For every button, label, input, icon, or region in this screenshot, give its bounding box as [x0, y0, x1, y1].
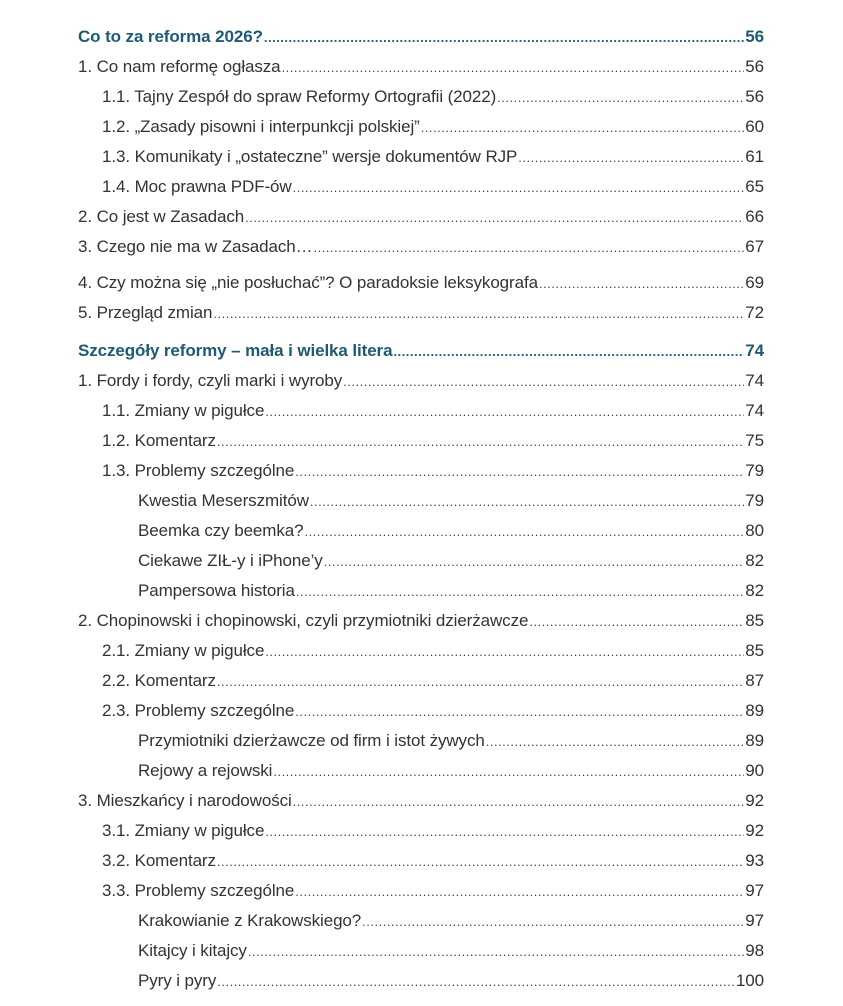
toc-entry[interactable] — [78, 696, 764, 726]
toc-page-number: 98 — [745, 941, 764, 960]
toc-entry[interactable] — [78, 396, 764, 426]
toc-page-number: 82 — [745, 581, 764, 600]
toc-page-number: 89 — [745, 731, 764, 750]
dot-leader — [264, 22, 744, 53]
toc-entry-title: 2.2. Komentarz — [102, 671, 216, 690]
dot-leader — [213, 298, 744, 329]
toc-entry-title: Pampersowa historia — [138, 581, 295, 600]
toc-entry[interactable] — [78, 876, 764, 906]
toc-page-number: 79 — [745, 491, 764, 510]
toc-page-number: 74 — [745, 341, 764, 360]
dot-leader — [295, 876, 744, 907]
toc-entry[interactable] — [78, 516, 764, 546]
toc-entry-title: 3.2. Komentarz — [102, 851, 216, 870]
toc-page-number: 72 — [745, 303, 764, 322]
dot-leader — [293, 172, 745, 203]
dot-leader — [282, 52, 745, 83]
toc-entry[interactable] — [78, 268, 764, 298]
toc-entry-title: 2.1. Zmiany w pigułce — [102, 641, 265, 660]
toc-entry-title: Przymiotniki dzierżawcze od firm i istot żywych — [138, 731, 485, 750]
toc-page-number: 90 — [745, 761, 764, 780]
toc-entry[interactable] — [78, 202, 764, 232]
toc-entry-title: Ciekawe ZIŁ-y i iPhone’y — [138, 551, 323, 570]
dot-leader — [539, 268, 744, 299]
toc-entry[interactable] — [78, 816, 764, 846]
toc-entry-title: 1. Co nam reformę ogłasza — [78, 57, 281, 76]
toc-entry[interactable] — [78, 546, 764, 576]
toc-entry-title: 3. Mieszkańcy i narodowości — [78, 791, 292, 810]
toc-page-number: 87 — [745, 671, 764, 690]
toc-entry[interactable] — [78, 576, 764, 606]
toc-page-number: 80 — [745, 521, 764, 540]
toc-page-number: 56 — [745, 27, 764, 46]
toc-page-number: 61 — [745, 147, 764, 166]
dot-leader — [421, 112, 745, 143]
toc-page-number: 92 — [745, 821, 764, 840]
dot-leader — [313, 232, 744, 263]
toc-page-number: 97 — [745, 911, 764, 930]
toc-entry-title: 1. Fordy i fordy, czyli marki i wyroby — [78, 371, 343, 390]
dot-leader — [343, 366, 744, 397]
dot-leader — [304, 516, 744, 547]
toc-page-number: 56 — [745, 57, 764, 76]
dot-leader — [497, 82, 744, 113]
toc-entry-title: 2. Chopinowski i chopinowski, czyli przymiotniki dzierżawcze — [78, 611, 529, 630]
toc-entry-title: 3.1. Zmiany w pigułce — [102, 821, 265, 840]
toc-entry-title: 1.2. Komentarz — [102, 431, 216, 450]
toc-entry-title: 4. Czy można się „nie posłuchać”? O paradoksie leksykografa — [78, 273, 538, 292]
dot-leader — [295, 696, 744, 727]
toc-entry-title: Co to za reforma 2026? — [78, 27, 263, 46]
toc-entry-title: Rejowy a rejowski — [138, 761, 273, 780]
toc-page-number: 75 — [745, 431, 764, 450]
toc-entry[interactable] — [78, 636, 764, 666]
toc-entry-title: Beemka czy beemka? — [138, 521, 304, 540]
dot-leader — [248, 936, 744, 967]
toc-entry[interactable] — [78, 142, 764, 172]
toc-page-number: 97 — [745, 881, 764, 900]
toc-entry-title: Kwestia Meserszmitów — [138, 491, 309, 510]
toc-page-number: 85 — [745, 641, 764, 660]
toc-page-number: 65 — [745, 177, 764, 196]
toc-page-number: 56 — [745, 87, 764, 106]
toc-entry[interactable] — [78, 666, 764, 696]
dot-leader — [310, 486, 744, 517]
toc-entry-title: 1.4. Moc prawna PDF-ów — [102, 177, 292, 196]
toc-entry[interactable] — [78, 966, 764, 996]
toc-entry[interactable] — [78, 756, 764, 786]
dot-leader — [362, 906, 744, 937]
toc-entry-title: Szczegóły reformy – mała i wielka litera — [78, 341, 393, 360]
toc-entry-title: 1.3. Problemy szczególne — [102, 461, 295, 480]
dot-leader — [265, 396, 744, 427]
toc-entry-title: 1.2. „Zasady pisowni i interpunkcji polskiej” — [102, 117, 420, 136]
dot-leader — [217, 426, 744, 457]
toc-entry[interactable] — [78, 426, 764, 456]
toc-entry[interactable] — [78, 606, 764, 636]
dot-leader — [265, 816, 744, 847]
dot-leader — [265, 636, 744, 667]
toc-page-number: 66 — [745, 207, 764, 226]
dot-leader — [273, 756, 744, 787]
toc-page-number: 74 — [745, 401, 764, 420]
toc-entry[interactable] — [78, 726, 764, 756]
toc-entry[interactable] — [78, 906, 764, 936]
dot-leader — [293, 786, 745, 817]
toc-entry[interactable] — [78, 936, 764, 966]
toc-page-number: 60 — [745, 117, 764, 136]
dot-leader — [518, 142, 744, 173]
dot-leader — [245, 202, 744, 233]
toc-entry[interactable] — [78, 366, 764, 396]
toc-entry[interactable] — [78, 298, 764, 328]
toc-page-number: 100 — [735, 971, 764, 990]
toc-page-number: 89 — [745, 701, 764, 720]
toc-entry[interactable] — [78, 786, 764, 816]
toc-entry[interactable] — [78, 112, 764, 142]
toc-page-number: 85 — [745, 611, 764, 630]
toc-entry-title: 1.1. Tajny Zespół do spraw Reformy Ortografii (2022) — [102, 87, 497, 106]
toc-page-number: 79 — [745, 461, 764, 480]
toc-section-heading[interactable] — [78, 22, 764, 52]
dot-leader — [324, 546, 745, 577]
toc-page-number: 82 — [745, 551, 764, 570]
toc-page-number: 92 — [745, 791, 764, 810]
toc-section-heading[interactable] — [78, 336, 764, 366]
toc-entry-title: 1.3. Komunikaty i „ostateczne” wersje dokumentów RJP — [102, 147, 518, 166]
toc-page-number: 67 — [745, 237, 764, 256]
toc-page-number: 69 — [745, 273, 764, 292]
dot-leader — [296, 576, 744, 607]
dot-leader — [529, 606, 744, 637]
dot-leader — [486, 726, 745, 757]
toc-entry[interactable] — [78, 846, 764, 876]
toc-entry[interactable] — [78, 172, 764, 202]
toc-entry[interactable] — [78, 456, 764, 486]
dot-leader — [217, 966, 735, 997]
table-of-contents — [78, 22, 764, 996]
dot-leader — [295, 456, 744, 487]
toc-entry-title: 3.3. Problemy szczególne — [102, 881, 295, 900]
toc-entry[interactable] — [78, 82, 764, 112]
toc-entry-title: 2.3. Problemy szczególne — [102, 701, 295, 720]
toc-entry-title: Krakowianie z Krakowskiego? — [138, 911, 362, 930]
dot-leader — [217, 666, 744, 697]
toc-entry[interactable] — [78, 52, 764, 82]
toc-entry[interactable] — [78, 486, 764, 516]
toc-page-number: 74 — [745, 371, 764, 390]
toc-entry-title: 3. Czego nie ma w Zasadach… — [78, 237, 313, 256]
toc-entry[interactable] — [78, 232, 764, 262]
toc-entry-title: 2. Co jest w Zasadach — [78, 207, 245, 226]
toc-entry-title: Pyry i pyry — [138, 971, 217, 990]
toc-entry-title: 5. Przegląd zmian — [78, 303, 213, 322]
toc-page-number: 93 — [745, 851, 764, 870]
dot-leader — [393, 336, 744, 367]
dot-leader — [217, 846, 744, 877]
toc-entry-title: Kitajcy i kitajcy — [138, 941, 247, 960]
toc-entry-title: 1.1. Zmiany w pigułce — [102, 401, 265, 420]
